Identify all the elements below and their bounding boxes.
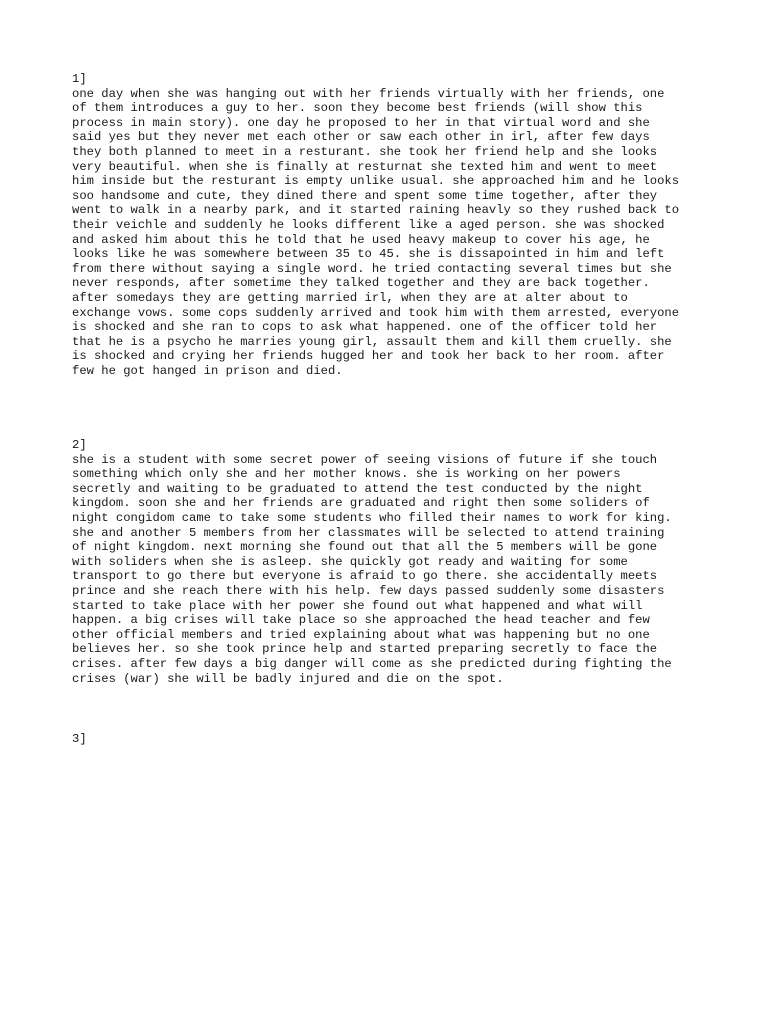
text-line: few he got hanged in prison and died.: [72, 363, 343, 378]
text-line: crises. after few days a big danger will come as she predicted during fighting the: [72, 656, 672, 671]
text-line: believes her. so she took prince help and started preparing secretly to face the: [72, 642, 658, 657]
text-line: looks like he was somewhere between 35 to 45. she is dissapointed in him and left: [72, 247, 665, 262]
text-line: went to walk in a nearby park, and it started raining heavly so they rushed back to: [72, 203, 680, 218]
text-line: is shocked and she ran to cops to ask what happened. one of the officer told her: [72, 320, 658, 335]
text-line: very beautiful. when she is finally at resturnat she texted him and went to meet: [72, 159, 658, 174]
text-line: their veichle and suddenly he looks different like a aged person. she was shocked: [72, 217, 665, 232]
text-line: that he is a psycho he marries young girl, assault them and kill them cruelly. she: [72, 334, 672, 349]
text-line: transport to go there but everyone is afraid to go there. she accidentally meets: [72, 569, 658, 584]
text-line: soo handsome and cute, they dined there and spent some time together, after they: [72, 188, 658, 203]
text-line: and asked him about this he told that he used heavy makeup to cover his age, he: [72, 232, 650, 247]
text-line: secretly and waiting to be graduated to attend the test conducted by the night: [72, 481, 643, 496]
text-line: exchange vows. some cops suddenly arrived and took him with them arrested, everyone: [72, 305, 680, 320]
text-line: never responds, after sometime they talked together and they are back together.: [72, 276, 650, 291]
text-line: after somedays they are getting married irl, when they are at alter about to: [72, 290, 628, 305]
text-line: of them introduces a guy to her. soon they become best friends (will show this: [72, 101, 643, 116]
text-line: from there without saying a single word. he tried contacting several times but she: [72, 261, 672, 276]
text-line: they both planned to meet in a resturant. she took her friend help and she looks: [72, 144, 658, 159]
text-line: with soliders when she is asleep. she quickly got ready and waiting for some: [72, 554, 628, 569]
text-line: kingdom. soon she and her friends are graduated and right then some soliders of: [72, 496, 650, 511]
story-section-3: [72, 732, 712, 747]
text-line: is shocked and crying her friends hugged her and took her back to her room. after: [72, 349, 665, 364]
text-line: prince and she reach there with his help. few days passed suddenly some disasters: [72, 583, 665, 598]
text-line: other official members and tried explaining about what was happening but no one: [72, 627, 650, 642]
text-line: said yes but they never met each other or saw each other in irl, after few days: [72, 130, 650, 145]
text-line: night congidom came to take some students who filled their names to work for king.: [72, 510, 672, 525]
text-line: started to take place with her power she found out what happened and what will: [72, 598, 643, 613]
section-number: 3]: [72, 732, 87, 746]
text-line: she and another 5 members from her classmates will be selected to attend training: [72, 525, 665, 540]
text-line: one day when she was hanging out with her friends virtually with her friends, one: [72, 86, 665, 101]
text-line: she is a student with some secret power of seeing visions of future if she touch: [72, 452, 658, 467]
text-line: something which only she and her mother knows. she is working on her powers: [72, 467, 621, 482]
text-line: of night kingdom. next morning she found out that all the 5 members will be gone: [72, 540, 658, 555]
text-line: process in main story). one day he proposed to her in that virtual word and she: [72, 115, 650, 130]
section-number: 1]: [72, 72, 87, 86]
story-section-1: [72, 72, 712, 378]
story-section-2: [72, 438, 712, 686]
text-line: crises (war) she will be badly injured and die on the spot.: [72, 671, 504, 686]
section-number: 2]: [72, 438, 87, 452]
text-line: him inside but the resturant is empty unlike usual. she approached him and he looks: [72, 174, 680, 189]
text-line: happen. a big crises will take place so she approached the head teacher and few: [72, 613, 650, 628]
